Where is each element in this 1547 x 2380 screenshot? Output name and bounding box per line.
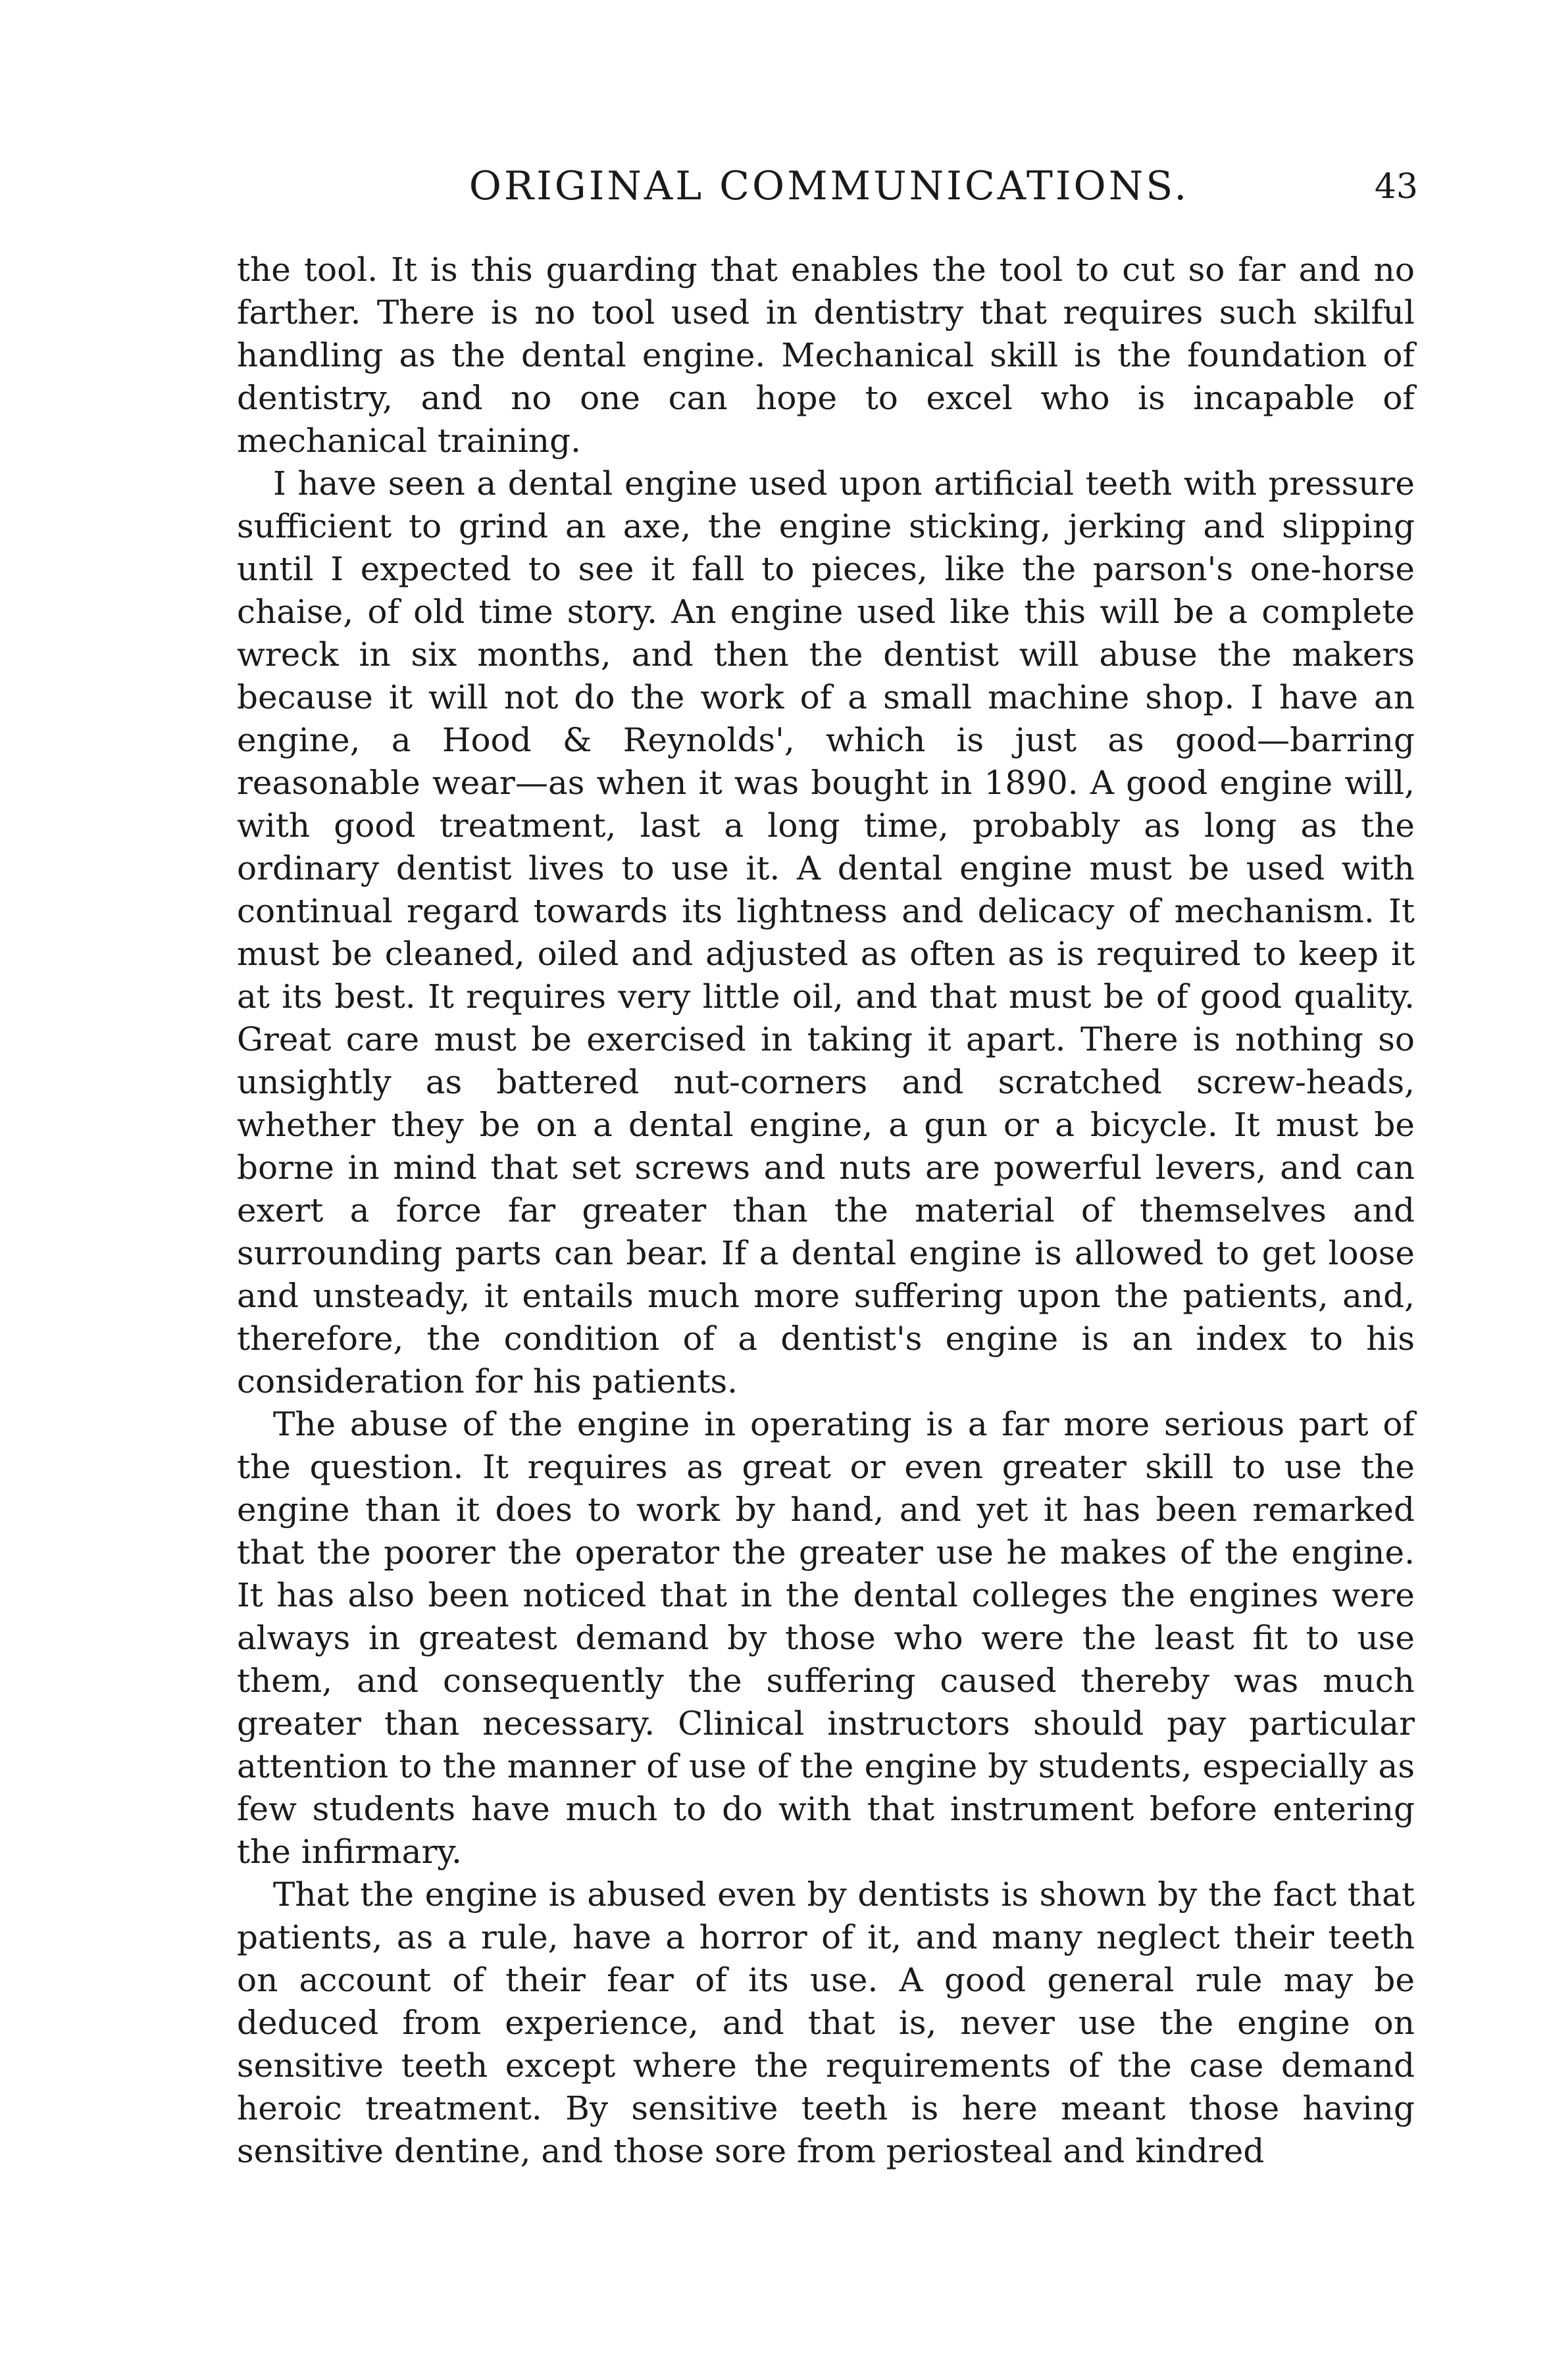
- paragraph-patient-fear: That the engine is abused even by dentists is shown by the fact that patients, as a rule, have a horror of it, and many neglect their teeth on account of their fear of its use. A good general rule may be deduced from experience, and that is, never use the engine on sensitive teeth except where the requirements of the case demand heroic treatment. By sensitive teeth is here meant those having sensitive dentine, and those sore from periosteal and kindred: [237, 1875, 1415, 2170]
- body-text: [237, 249, 1415, 2173]
- paragraph-dental-engine-care: I have seen a dental engine used upon artificial teeth with pressure sufficient to grind an axe, the engine sticking, jerking and slipping until I expected to see it fall to pieces, like the parson's one-horse chaise, of old time story. An engine used like this will be a complete wreck in six months, and then the dentist will abuse the makers because it will not do the work of a small machine shop. I have an engine, a Hood & Reynolds', which is just as good—barring reasonable wear—as when it was bought in 1890. A good engine will, with good treatment, last a long time, probably as long as the ordinary dentist lives to use it. A dental engine must be used with continual regard towards its lightness and delicacy of mechanism. It must be cleaned, oiled and adjusted as often as is required to keep it at its best. It requires very little oil, and that must be of good quality. Great care must be exercised in taking it apart. There is nothing so unsightly as battered nut-corners and scratched screw-heads, whether they be on a dental engine, a gun or a bicycle. It must be borne in mind that set screws and nuts are powerful levers, and can exert a force far greater than the material of themselves and surrounding parts can bear. If a dental engine is allowed to get loose and unsteady, it entails much more suffering upon the patients, and, therefore, the condition of a dentist's engine is an index to his consideration for his patients.: [237, 464, 1415, 1401]
- running-title: ORIGINAL COMMUNICATIONS.: [469, 163, 1190, 209]
- page-number: 43: [1374, 167, 1418, 207]
- paragraph-continuation: the tool. It is this guarding that enables the tool to cut so far and no farther. There is no tool used in dentistry that requires such skilful handling as the dental engine. Mechanical skill is the foundation of dentistry, and no one can hope to excel who is incapable of mechanical training.: [237, 251, 1415, 460]
- paragraph-engine-abuse: The abuse of the engine in operating is a far more serious part of the question. It requires as great or even greater skill to use the engine than it does to work by hand, and yet it has been remarked that the poorer the operator the greater use he makes of the engine. It has also been noticed that in the dental colleges the engines were always in greatest demand by those who were the least fit to use them, and consequently the suffering caused thereby was much greater than necessary. Clinical instructors should pay particular attention to the manner of use of the engine by students, especially as few students have much to do with that instrument before entering the infirmary.: [237, 1405, 1415, 1871]
- running-header: [240, 163, 1418, 216]
